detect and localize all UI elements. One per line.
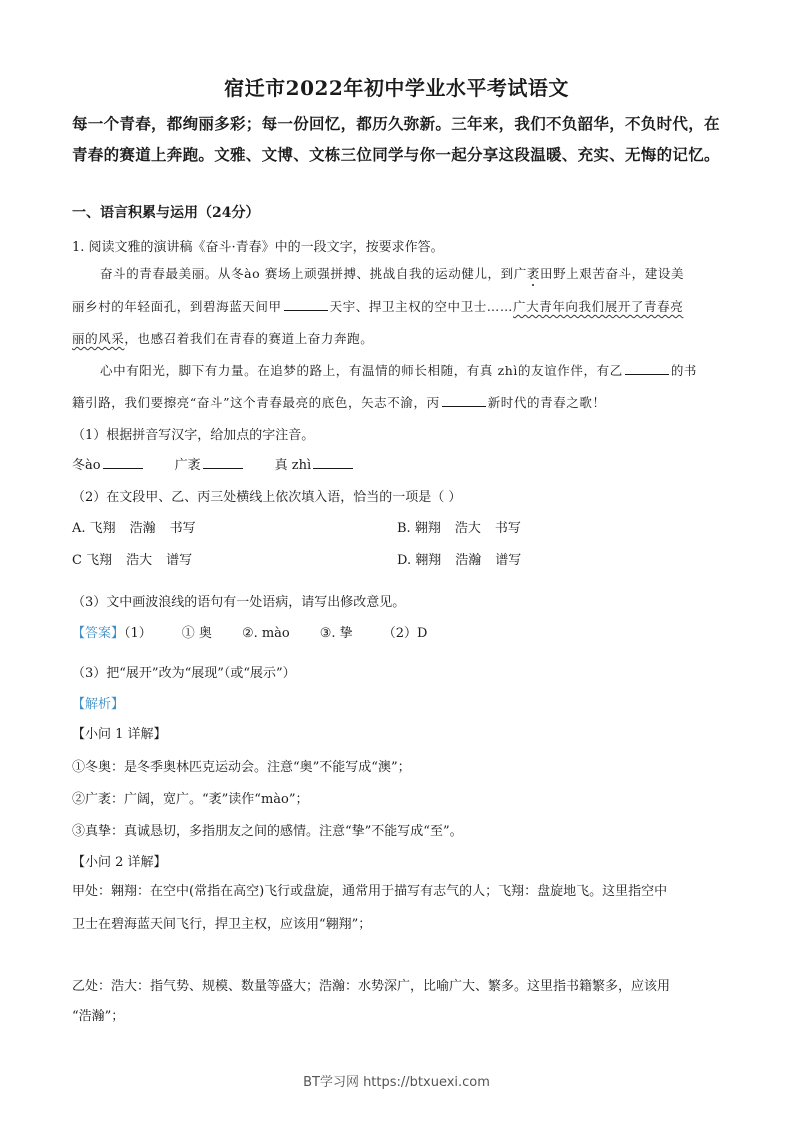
- subquestion-1: （1）根据拼音写汉字，给加点的字注音。: [72, 428, 315, 443]
- option-label: D. 翱翔: [397, 553, 442, 568]
- analysis-yi-line2: “浩瀚”；: [72, 1009, 125, 1024]
- passage-text: 的书: [670, 363, 698, 378]
- section-heading: 一、语言积累与运用（24分）: [72, 205, 260, 221]
- subquestion-2: （2）在文段甲、乙、丙三处横线上依次填入语，恰当的一项是（ ）: [72, 490, 462, 505]
- passage-text: 新时代的青春之歌！: [487, 395, 606, 410]
- passage-text: 奋斗的青春最美丽。从冬ào 赛场上顽强拼搏、挑战自我的运动健儿，到广: [100, 266, 527, 281]
- analysis-jia-line2: 卫士在碧海蓝天间飞行，捍卫主权，应该用“翱翔”；: [72, 917, 372, 932]
- option-word: 浩大: [454, 521, 481, 536]
- answer-item-3: ③. 挚: [319, 626, 353, 641]
- fill-label-guangmao: 广袤: [174, 458, 201, 473]
- option-b[interactable]: [397, 517, 521, 536]
- passage-p2-line1: [100, 361, 697, 379]
- option-label: C 飞翔: [72, 553, 113, 568]
- analysis-q1-line: ③真挚：真诚恳切，多指朋友之间的感情。注意“挚”不能写成“至”。: [72, 824, 463, 839]
- answer-item-2: ②. mào: [241, 626, 290, 641]
- fill-label-ao: 冬ào: [72, 458, 101, 473]
- document-title: 宿迁市2022年初中学业水平考试语文: [224, 76, 569, 100]
- fill-blank-2[interactable]: [203, 456, 243, 469]
- passage-p1-line3: [72, 329, 373, 347]
- option-word: 书写: [169, 521, 196, 536]
- question-1-prompt: 1. 阅读文雅的演讲稿《奋斗·青春》中的一段文字，按要求作答。: [72, 240, 444, 255]
- passage-p2-line2: [72, 393, 606, 411]
- option-a[interactable]: [72, 517, 196, 536]
- fill-label-zhi: 真 zhì: [274, 458, 312, 473]
- option-word: 浩大: [126, 553, 153, 568]
- answer-item-1: ① 奥: [181, 626, 212, 641]
- subquestion-3: （3）文中画波浪线的语句有一处语病，请写出修改意见。: [72, 595, 406, 610]
- footer-watermark[interactable]: BT学习网 https://btxuexi.com: [303, 1075, 490, 1090]
- option-d[interactable]: [397, 549, 521, 568]
- fill-blank-3[interactable]: [313, 456, 353, 469]
- answer-row: [72, 622, 427, 641]
- intro-paragraph: 每一个青春，都绚丽多彩；每一份回忆，都历久弥新。三年来，我们不负韶华，不负时代，在青春的赛道上奔跑。文雅、文博、文栋三位同学与你一起分享这段温暖、充实、无悔的记忆。: [72, 114, 720, 164]
- passage-text: 天宇、捍卫主权的空中卫士……: [329, 299, 514, 314]
- analysis-jia-line1: 甲处：翱翔：在空中(常指在高空)飞行或盘旋，通常用于描写有志气的人；飞翔：盘旋地飞。这里指空中: [72, 884, 668, 899]
- analysis-q1-line: ②广袤：广阔，宽广。“袤”读作“mào”；: [72, 792, 309, 807]
- passage-text: 心中有阳光，脚下有力量。在追梦的路上，有温情的师长相随，有真 zhì的友谊作伴，有乙: [100, 363, 623, 378]
- dotted-char: 袤: [526, 266, 540, 281]
- option-word: 谱写: [495, 553, 522, 568]
- fill-blank-1[interactable]: [103, 456, 143, 469]
- analysis-q1-heading: 【小问 1 详解】: [72, 727, 167, 742]
- option-c[interactable]: [72, 549, 192, 568]
- option-word: 浩瀚: [129, 521, 156, 536]
- passage-text: ，也感召着我们在青春的赛道上奋力奔跑。: [124, 331, 374, 346]
- wavy-underlined-text: 丽的风采: [72, 331, 125, 346]
- analysis-tag: 【解析】: [72, 697, 125, 712]
- option-word: 谱写: [166, 553, 193, 568]
- option-word: 书写: [494, 521, 521, 536]
- answer-part1: （1）: [124, 626, 152, 641]
- option-label: A. 飞翔: [72, 521, 116, 536]
- passage-p1-line1: [100, 264, 684, 282]
- wavy-underlined-text: 广大青年向我们展开了青春亮: [513, 299, 684, 314]
- analysis-yi-line1: 乙处：浩大：指气势、规模、数量等盛大；浩瀚：水势深广，比喻广大、繁多。这里指书籍繁多，应该用: [72, 979, 671, 994]
- passage-text: 田野上艰苦奋斗，建设美: [539, 266, 685, 281]
- analysis-q1-line: ①冬奥：是冬季奥林匹克运动会。注意“奥”不能写成“澳”；: [72, 760, 411, 775]
- answer-part2: （2）D: [382, 626, 428, 641]
- blank-bing[interactable]: [442, 394, 486, 407]
- answer-part3: （3）把“展开”改为“展现”（或“展示”）: [72, 666, 296, 681]
- passage-text: 籍引路，我们要擦亮“奋斗”这个青春最亮的底色，矢志不渝，丙: [72, 395, 440, 410]
- fill-in-row: [72, 454, 355, 473]
- blank-jia[interactable]: [284, 298, 328, 311]
- analysis-q2-heading: 【小问 2 详解】: [72, 855, 167, 870]
- passage-text: 丽乡村的年轻面孔，到碧海蓝天间甲: [72, 299, 282, 314]
- option-word: 浩瀚: [455, 553, 482, 568]
- passage-p1-line2: [72, 297, 683, 315]
- option-label: B. 翱翔: [397, 521, 441, 536]
- answer-tag: 【答案】: [72, 626, 125, 641]
- blank-yi[interactable]: [625, 362, 669, 375]
